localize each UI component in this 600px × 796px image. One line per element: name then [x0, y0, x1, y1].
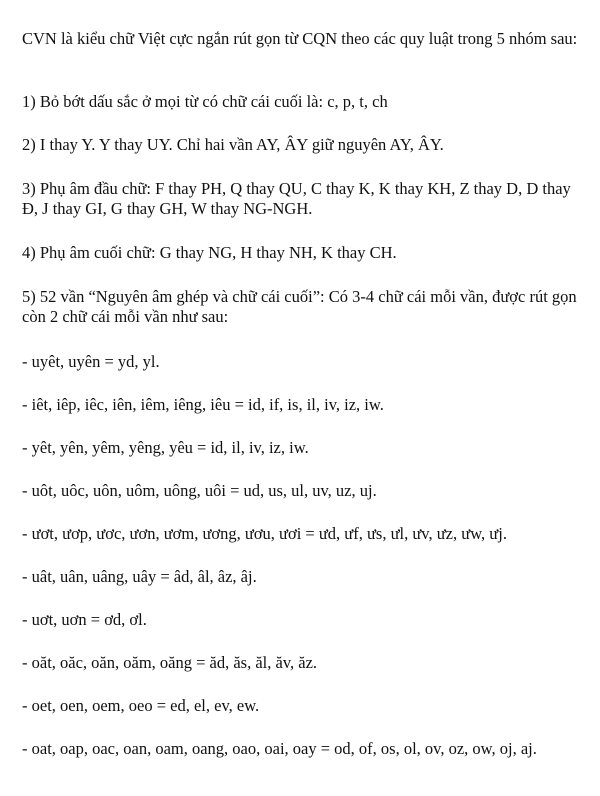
mapping-uo-short: - uơt, uơn = ơd, ơl.	[22, 610, 147, 629]
mapping-oa-breve: - oăt, oăc, oăn, oăm, oăng = ăd, ăs, ăl, ăv, ăz.	[22, 653, 318, 672]
rule-4: 4) Phụ âm cuối chữ: G thay NG, H thay NH, K thay CH.	[22, 243, 397, 262]
mapping-oe: - oet, oen, oem, oeo = ed, el, ev, ew.	[22, 696, 260, 715]
intro-paragraph: CVN là kiểu chữ Việt cực ngắn rút gọn từ CQN theo các quy luật trong 5 nhóm sau:	[22, 29, 578, 48]
mapping-ie: - iêt, iêp, iêc, iên, iêm, iêng, iêu = id, if, is, il, iv, iz, iw.	[22, 395, 384, 414]
mapping-ye: - yêt, yên, yêm, yêng, yêu = id, il, iv, iz, iw.	[22, 438, 309, 457]
mapping-oa: - oat, oap, oac, oan, oam, oang, oao, oai, oay = od, of, os, ol, ov, oz, ow, oj, aj.	[22, 739, 537, 758]
rule-5: 5) 52 vần “Nguyên âm ghép và chữ cái cuối”: Có 3-4 chữ cái mỗi vần, được rút gọn còn 2 chữ cái mỗi vần như sau:	[22, 287, 577, 326]
rule-1: 1) Bỏ bớt dấu sắc ở mọi từ có chữ cái cuối là: c, p, t, ch	[22, 92, 388, 111]
rule-2: 2) I thay Y. Y thay UY. Chỉ hai vần AY, ÂY giữ nguyên AY, ÂY.	[22, 135, 444, 154]
mapping-ua: - uât, uân, uâng, uây = âd, âl, âz, âj.	[22, 567, 257, 586]
mapping-uo-horn: - ươt, ươp, ươc, ươn, ươm, ương, ươu, ươi = ưd, ưf, ưs, ưl, ưv, ưz, ưw, ưj.	[22, 524, 507, 543]
mapping-uye: - uyêt, uyên = yd, yl.	[22, 352, 160, 371]
rule-3: 3) Phụ âm đầu chữ: F thay PH, Q thay QU, C thay K, K thay KH, Z thay D, D thay Đ, J thay GI, G thay GH, W thay NG-NGH.	[22, 179, 571, 218]
mapping-uo: - uôt, uôc, uôn, uôm, uông, uôi = ud, us, ul, uv, uz, uj.	[22, 481, 377, 500]
